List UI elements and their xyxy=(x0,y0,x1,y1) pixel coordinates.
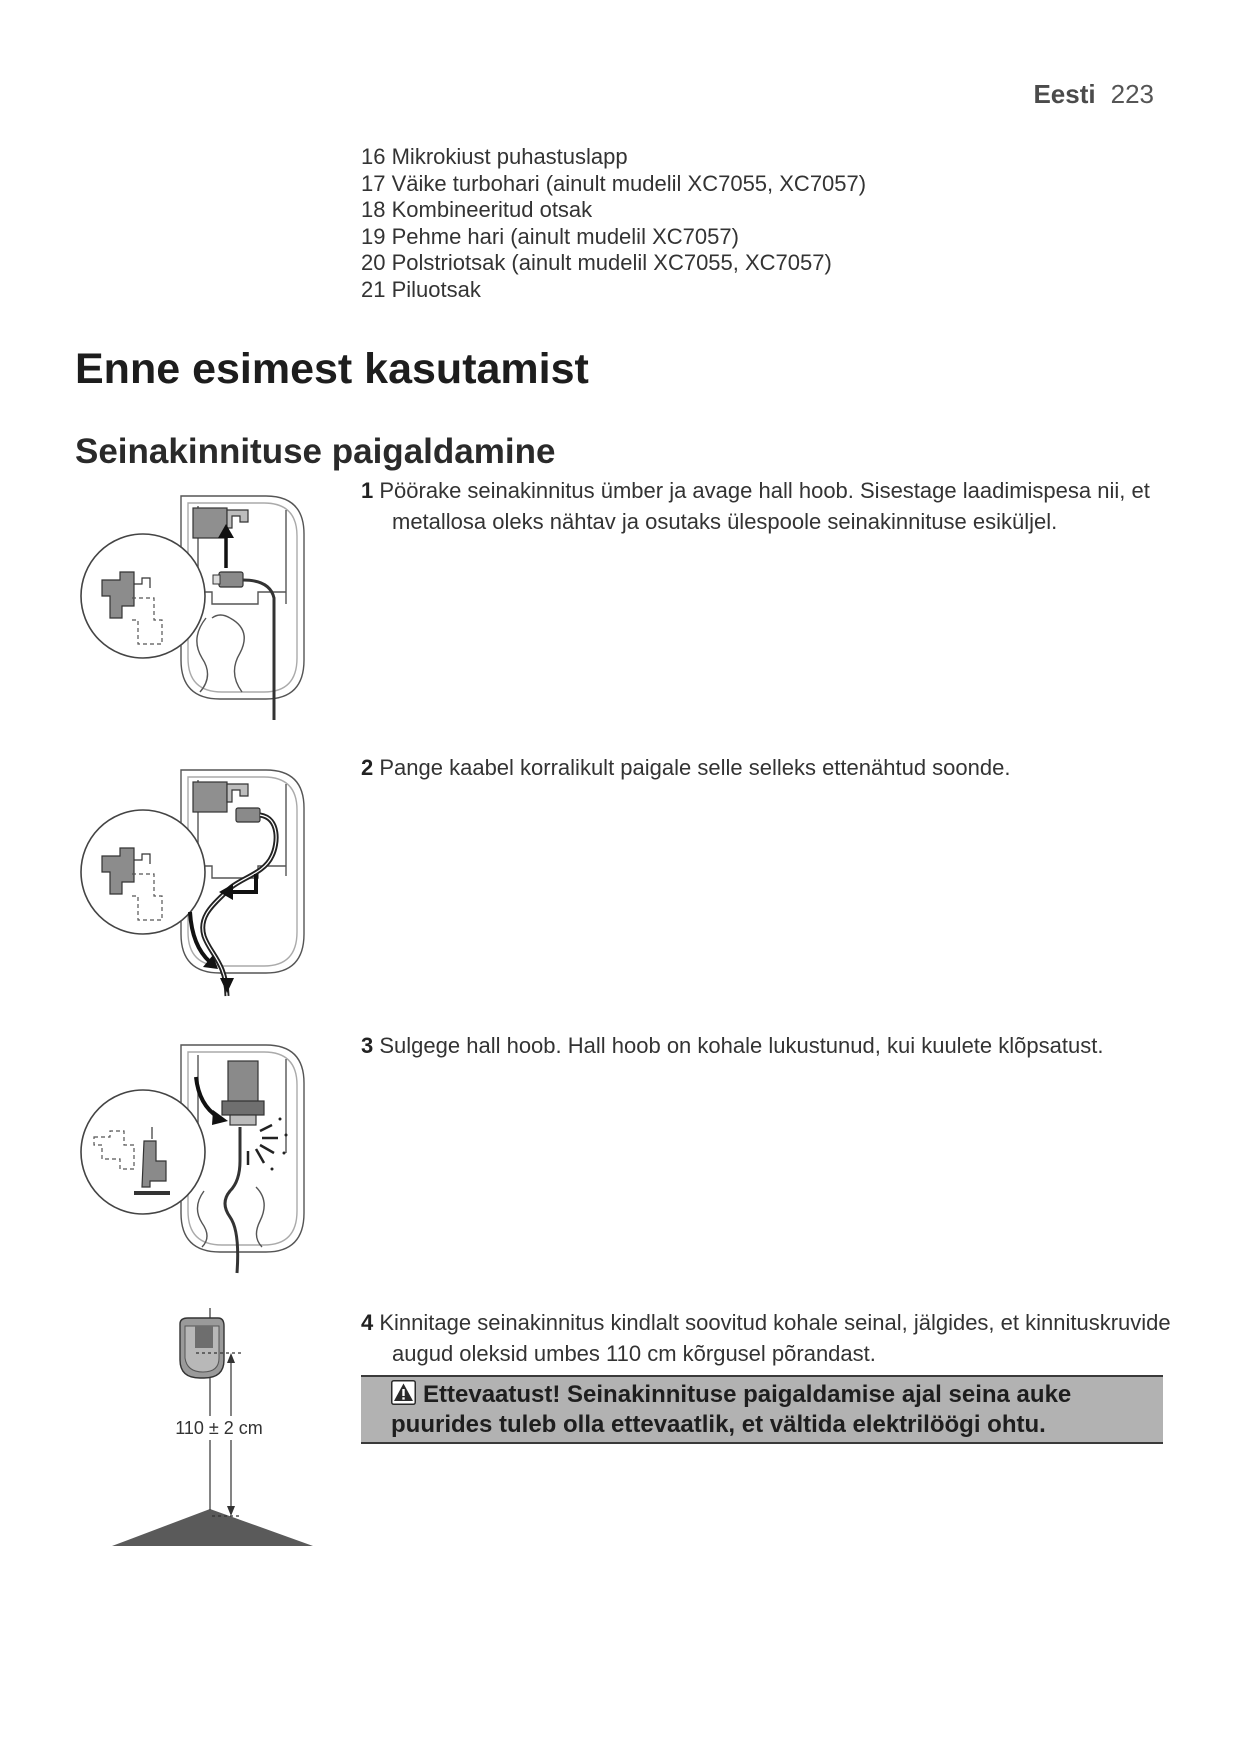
part-label: Väike turbohari (ainult mudelil XC7055, XC7057) xyxy=(391,170,867,196)
page-number: 223 xyxy=(1110,79,1154,109)
part-number: 19 xyxy=(361,223,386,249)
step-text: Sulgege hall hoob. Hall hoob on kohale lukustunud, kui kuulete klõpsatust. xyxy=(379,1033,1104,1058)
step-2 xyxy=(361,752,1171,783)
part-label: Kombineeritud otsak xyxy=(391,197,593,222)
part-number: 16 xyxy=(361,144,386,169)
part-label: Piluotsak xyxy=(391,276,481,302)
magnifier-circle xyxy=(81,534,205,658)
wall-mount xyxy=(180,1318,224,1378)
parts-list-item xyxy=(361,197,866,224)
step-3 xyxy=(361,1030,1171,1061)
parts-list-item xyxy=(361,224,866,251)
warning-icon xyxy=(391,1380,416,1405)
magnifier-circle xyxy=(81,810,205,934)
part-number: 20 xyxy=(361,250,386,275)
caution-box xyxy=(361,1375,1163,1444)
parts-list-item xyxy=(361,250,866,277)
parts-list-item xyxy=(361,171,866,198)
step-1-illustration xyxy=(80,488,320,720)
parts-list-item xyxy=(361,144,866,171)
subsection-title: Seinakinnituse paigaldamine xyxy=(75,432,556,471)
caution-text: Ettevaatust! Seinakinnituse paigaldamise ajal seina auke puurides tuleb olla ettevaatlik, et vältida elektrilöögi ohtu. xyxy=(391,1381,1072,1438)
step-3-illustration xyxy=(80,1041,320,1273)
part-number: 17 xyxy=(361,170,386,196)
part-label: Pehme hari (ainult mudelil XC7057) xyxy=(391,223,739,249)
down-arrow-icon xyxy=(220,978,234,993)
language-label: Eesti xyxy=(1033,79,1096,109)
step-2-illustration xyxy=(80,764,320,996)
floor xyxy=(112,1509,313,1546)
step-text: Pöörake seinakinnitus ümber ja avage hall hoob. Sisestage laadimispesa nii, et metallosa oleks nähtav ja osutaks ülespoole seinakinnituse esiküljel. xyxy=(379,478,1150,534)
step-1 xyxy=(361,475,1171,537)
charger-plug xyxy=(236,808,260,822)
part-number: 18 xyxy=(361,197,386,222)
page-header xyxy=(1033,79,1154,109)
parts-list xyxy=(361,144,866,303)
step-text: Kinnitage seinakinnitus kindlalt soovitud kohale seinal, jälgides, et kinnituskruvide augud oleksid umbes 110 cm kõrgusel põrandast. xyxy=(379,1310,1171,1366)
step-text: Pange kaabel korralikult paigale selle selleks ettenähtud soonde. xyxy=(379,755,1011,780)
step-number: 4 xyxy=(361,1310,374,1335)
part-label: Polstriotsak (ainult mudelil XC7055, XC7057) xyxy=(391,250,832,275)
section-title: Enne esimest kasutamist xyxy=(75,345,589,393)
parts-list-item xyxy=(361,277,866,304)
step-4-illustration xyxy=(100,1300,320,1552)
step-number: 1 xyxy=(361,478,374,503)
height-label: 110 ± 2 cm xyxy=(175,1418,263,1438)
part-label: Mikrokiust puhastuslapp xyxy=(391,144,628,169)
step-4 xyxy=(361,1307,1171,1369)
step-number: 2 xyxy=(361,755,374,780)
part-number: 21 xyxy=(361,276,386,302)
step-number: 3 xyxy=(361,1033,374,1058)
grey-lever xyxy=(222,1061,264,1125)
magnifier-circle xyxy=(81,1090,205,1214)
